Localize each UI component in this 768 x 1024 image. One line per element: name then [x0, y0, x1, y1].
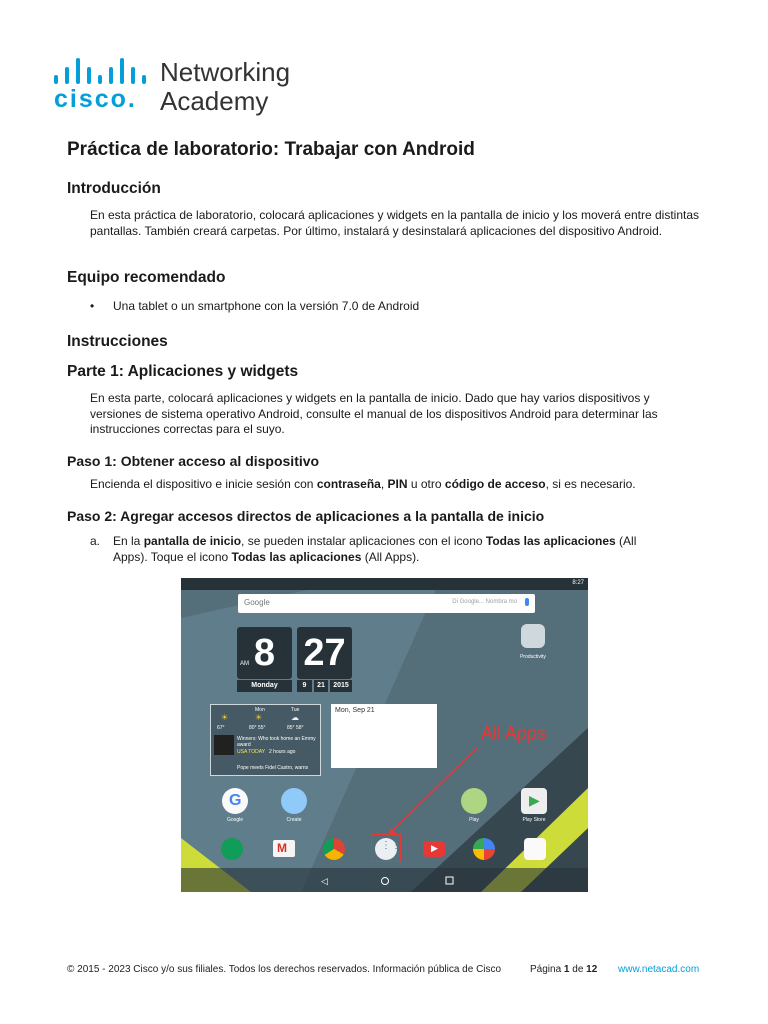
app-label-play: Play: [469, 817, 479, 823]
clock-ampm: AM: [240, 661, 249, 667]
app-label-create: Create: [286, 817, 302, 823]
clock-minute: 27: [297, 627, 352, 679]
footer-copyright: © 2015 - 2023 Cisco y/o sus filiales. Todos los derechos reservados. Información pública de Cisco: [67, 964, 502, 975]
document-title: Práctica de laboratorio: Trabajar con Android: [67, 139, 475, 160]
app-label-playstore: Play Store: [522, 817, 546, 823]
app-label-google: Google: [226, 817, 244, 823]
status-time: 8:27: [572, 580, 584, 586]
equipment-heading: Equipo recomendado: [67, 269, 226, 286]
clock-year: 2015: [330, 680, 352, 692]
create-app-icon[interactable]: [281, 788, 307, 814]
instructions-heading: Instrucciones: [67, 333, 168, 350]
calendar-date: Mon, Sep 21: [335, 707, 375, 714]
cisco-logo: [54, 58, 314, 118]
all-apps-annotation: All Apps: [481, 723, 547, 743]
search-placeholder: Di Google... Nombra mo: [452, 599, 517, 605]
gmail-icon[interactable]: M: [273, 840, 295, 857]
news-headline: Winners: Who took home an Emmy award: [237, 736, 316, 748]
weather-day2: Tue: [291, 707, 300, 713]
footer-page-number: Página 1 de 12: [530, 964, 598, 975]
cloud-icon: ☁: [291, 713, 299, 722]
play-games-icon[interactable]: [461, 788, 487, 814]
svg-text:◁: ◁: [321, 876, 328, 886]
intro-heading: Introducción: [67, 180, 161, 197]
equipment-item: Una tablet o un smartphone con la versión 7.0 de Android: [113, 299, 420, 313]
step1-text: Encienda el dispositivo e inicie sesión con contraseña, PIN u otro código de acceso, si es necesario.: [90, 477, 636, 491]
weather-temp0: 67°: [217, 725, 225, 731]
clock-month: 9: [297, 680, 312, 692]
play-store-icon[interactable]: ▶: [521, 788, 547, 814]
youtube-icon[interactable]: ▶: [423, 841, 445, 857]
step2-heading: Paso 2: Agregar accesos directos de aplicaciones a la pantalla de inicio: [67, 508, 545, 524]
step1-heading: Paso 1: Obtener acceso al dispositivo: [67, 453, 320, 469]
clock-hour: 8: [237, 627, 292, 679]
all-apps-highlight-box: [371, 834, 401, 862]
news-headline-2: Pope meets Fidel Castro, warns: [237, 765, 309, 771]
chrome-icon[interactable]: [323, 838, 345, 860]
android-home-screenshot: [181, 578, 588, 892]
bullet-icon: •: [90, 299, 95, 313]
clock-day: Monday: [237, 680, 292, 692]
step2-text: En la pantalla de inicio, se pueden instalar aplicaciones con el icono Todas las aplicaciones (All Apps). Toque el icono Todas las aplicaciones (All Apps).: [113, 534, 637, 564]
sun-cloud-icon: ☀: [255, 713, 263, 722]
news-time: 2 hours ago: [269, 749, 296, 755]
weather-day1: Mon: [255, 707, 265, 713]
hangouts-icon[interactable]: [221, 838, 243, 860]
clock-date: 21: [314, 680, 328, 692]
intro-text: En esta práctica de laboratorio, colocará aplicaciones y widgets en la pantalla de inicio y los moverá entre distintas pantallas. También creará carpetas. Por último, instalará y desinstalará aplicaciones del dispositivo Android.: [90, 208, 699, 238]
footer-url-link[interactable]: www.netacad.com: [618, 964, 700, 975]
cisco-bars-icon: [54, 58, 150, 84]
photos-icon[interactable]: [473, 838, 495, 860]
news-source: USA TODAY: [237, 749, 266, 755]
logo-academy: Academy: [160, 86, 269, 116]
part1-text: En esta parte, colocará aplicaciones y widgets en la pantalla de inicio. Dado que hay varios dispositivos y versiones de sistema operativo Android, consulte el manual de los dispositivos Android para determinar las instrucciones correctas para el suyo.: [90, 391, 658, 436]
all-apps-icon[interactable]: ⋮⋮: [375, 838, 397, 860]
part1-heading: Parte 1: Aplicaciones y widgets: [67, 363, 299, 380]
google-logo: Google: [244, 598, 270, 607]
weather-temp1: 80° 55°: [249, 725, 266, 731]
cisco-wordmark: cisco.: [54, 85, 137, 113]
sun-icon: ☀: [221, 713, 229, 722]
logo-networking: Networking: [160, 57, 291, 87]
weather-temp2: 85° 58°: [287, 725, 304, 731]
google-app-icon[interactable]: G: [222, 788, 248, 814]
camera-icon[interactable]: [524, 838, 546, 860]
step2-label: a.: [90, 534, 101, 548]
app-label-productivity: Productivity: [520, 654, 546, 660]
